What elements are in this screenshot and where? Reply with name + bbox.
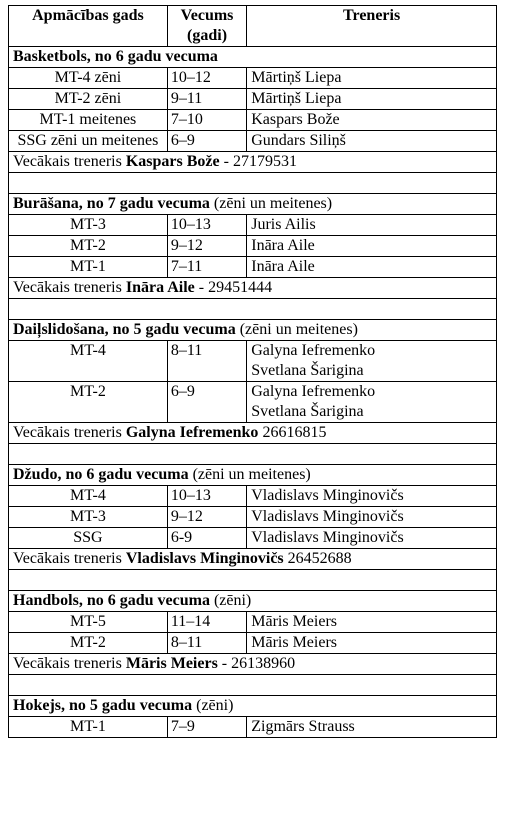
section-title [9, 47, 497, 68]
age-cell: 11–14 [167, 612, 246, 633]
senior-phone: - 27179531 [219, 153, 297, 170]
group-cell: MT-4 [9, 341, 168, 382]
section-title [9, 696, 497, 717]
spacer-cell [9, 570, 497, 591]
section-title-row [9, 465, 497, 486]
senior-phone: 26616815 [258, 424, 327, 441]
spacer-row [9, 299, 497, 320]
section-title [9, 591, 497, 612]
table-row [9, 612, 497, 633]
section-title-row [9, 696, 497, 717]
trainer-cell [247, 612, 497, 633]
sport-name: Handbols, no 6 gadu vecuma [13, 592, 210, 609]
age-cell: 7–10 [167, 110, 246, 131]
table-row [9, 68, 497, 89]
group-cell: MT-3 [9, 215, 168, 236]
senior-trainer-row [9, 423, 497, 444]
senior-trainer-row [9, 152, 497, 173]
age-cell: 6–9 [167, 131, 246, 152]
section-title-row [9, 194, 497, 215]
sport-name: Burāšana, no 7 gadu vecuma [13, 195, 210, 212]
trainer-cell [247, 717, 497, 738]
table-row [9, 528, 497, 549]
age-cell: 9–11 [167, 89, 246, 110]
group-cell: MT-2 [9, 236, 168, 257]
age-cell: 10–13 [167, 486, 246, 507]
senior-name: Māris Meiers [125, 655, 218, 672]
trainer-cell [247, 89, 497, 110]
trainer-cell [247, 215, 497, 236]
sport-name: Daiļslidošana, no 5 gadu vecuma [13, 321, 236, 338]
trainer-cell [247, 507, 497, 528]
table-row [9, 382, 497, 423]
table-row [9, 257, 497, 278]
group-cell: MT-4 [9, 486, 168, 507]
trainer-name: Svetlana Šarigina [251, 403, 364, 420]
table-row [9, 215, 497, 236]
section-note: (zēni un meitenes) [235, 321, 358, 338]
group-cell: SSG zēni un meitenes [9, 131, 168, 152]
sport-name: Džudo, no 6 gadu vecuma [13, 466, 189, 483]
senior-trainer-row [9, 654, 497, 675]
age-cell: 8–11 [167, 341, 246, 382]
sport-name: Basketbols, no 6 gadu vecuma [13, 48, 218, 65]
senior-trainer [9, 549, 497, 570]
section-title-row [9, 591, 497, 612]
table-row [9, 110, 497, 131]
trainer-cell [247, 131, 497, 152]
training-schedule-table [8, 5, 497, 738]
trainer-cell [247, 68, 497, 89]
section-title [9, 194, 497, 215]
section-title-row [9, 47, 497, 68]
section-note: (zēni) [209, 592, 252, 609]
trainer-cell [247, 236, 497, 257]
senior-label: Vecākais treneris [13, 153, 126, 170]
trainer-name: Māris Meiers [251, 613, 337, 630]
trainer-cell [247, 341, 497, 382]
senior-name: Kaspars Bože [125, 153, 220, 170]
section-title-row [9, 320, 497, 341]
senior-trainer [9, 423, 497, 444]
senior-label: Vecākais treneris [13, 550, 126, 567]
table-row [9, 717, 497, 738]
trainer-name: Juris Ailis [251, 216, 316, 233]
trainer-name: Vladislavs Minginovičs [251, 508, 404, 525]
table-row [9, 507, 497, 528]
senior-phone: - 29451444 [194, 279, 273, 296]
senior-label: Vecākais treneris [13, 424, 126, 441]
trainer-name: Vladislavs Minginovičs [251, 487, 404, 504]
age-cell: 9–12 [167, 236, 246, 257]
trainer-cell [247, 110, 497, 131]
header-trainers: Treneris [247, 6, 497, 47]
header-row [9, 6, 497, 47]
group-cell: MT-5 [9, 612, 168, 633]
spacer-row [9, 675, 497, 696]
senior-trainer [9, 152, 497, 173]
senior-name: Galyna Iefremenko [125, 424, 259, 441]
trainer-name: Vladislavs Minginovičs [251, 529, 404, 546]
age-cell: 6–9 [167, 382, 246, 423]
trainer-name: Māris Meiers [251, 634, 337, 651]
senior-phone: - 26138960 [217, 655, 296, 672]
trainer-name: Zigmārs Strauss [251, 718, 355, 735]
group-cell: MT-3 [9, 507, 168, 528]
group-cell: MT-1 meitenes [9, 110, 168, 131]
trainer-cell [247, 486, 497, 507]
section-note: (zēni) [192, 697, 234, 714]
group-cell: MT-1 [9, 717, 168, 738]
group-cell: MT-4 zēni [9, 68, 168, 89]
table-row [9, 89, 497, 110]
sport-name: Hokejs, no 5 gadu vecuma [13, 697, 193, 714]
spacer-row [9, 570, 497, 591]
spacer-cell [9, 173, 497, 194]
trainer-name: Ināra Aile [251, 237, 315, 254]
trainer-name: Kaspars Bože [251, 111, 340, 128]
table-row [9, 341, 497, 382]
trainer-name: Mārtiņš Liepa [251, 69, 342, 86]
group-cell: MT-2 zēni [9, 89, 168, 110]
age-cell: 9–12 [167, 507, 246, 528]
trainer-name: Svetlana Šarigina [251, 362, 364, 379]
group-cell: MT-2 [9, 633, 168, 654]
header-group: Apmācības gads [9, 6, 168, 47]
trainer-name: Galyna Iefremenko [251, 383, 376, 400]
senior-trainer-row [9, 278, 497, 299]
group-cell: SSG [9, 528, 168, 549]
table-row [9, 236, 497, 257]
spacer-cell [9, 299, 497, 320]
table-row [9, 486, 497, 507]
spacer-cell [9, 675, 497, 696]
trainer-name: Ināra Aile [251, 258, 315, 275]
senior-name: Ināra Aile [125, 279, 195, 296]
trainer-name: Gundars Siliņš [251, 132, 346, 149]
senior-label: Vecākais treneris [13, 279, 126, 296]
senior-trainer-row [9, 549, 497, 570]
group-cell: MT-2 [9, 382, 168, 423]
section-note: (zēni un meitenes) [209, 195, 333, 212]
trainer-cell [247, 382, 497, 423]
senior-trainer [9, 654, 497, 675]
spacer-row [9, 444, 497, 465]
spacer-cell [9, 444, 497, 465]
trainer-name: Galyna Iefremenko [251, 342, 376, 359]
trainer-cell [247, 528, 497, 549]
senior-phone: 26452688 [283, 550, 352, 567]
age-cell: 10–12 [167, 68, 246, 89]
section-title [9, 320, 497, 341]
trainer-name: Mārtiņš Liepa [251, 90, 342, 107]
age-cell: 8–11 [167, 633, 246, 654]
section-note: (zēni un meitenes) [188, 466, 311, 483]
senior-name: Vladislavs Minginovičs [125, 550, 284, 567]
section-title [9, 465, 497, 486]
age-cell: 7–9 [167, 717, 246, 738]
age-cell: 7–11 [167, 257, 246, 278]
trainer-cell [247, 257, 497, 278]
group-cell: MT-1 [9, 257, 168, 278]
age-cell: 6-9 [167, 528, 246, 549]
trainer-cell [247, 633, 497, 654]
senior-label: Vecākais treneris [13, 655, 126, 672]
table-row [9, 131, 497, 152]
table-row [9, 633, 497, 654]
spacer-row [9, 173, 497, 194]
header-age: Vecums (gadi) [167, 6, 246, 47]
age-cell: 10–13 [167, 215, 246, 236]
senior-trainer [9, 278, 497, 299]
